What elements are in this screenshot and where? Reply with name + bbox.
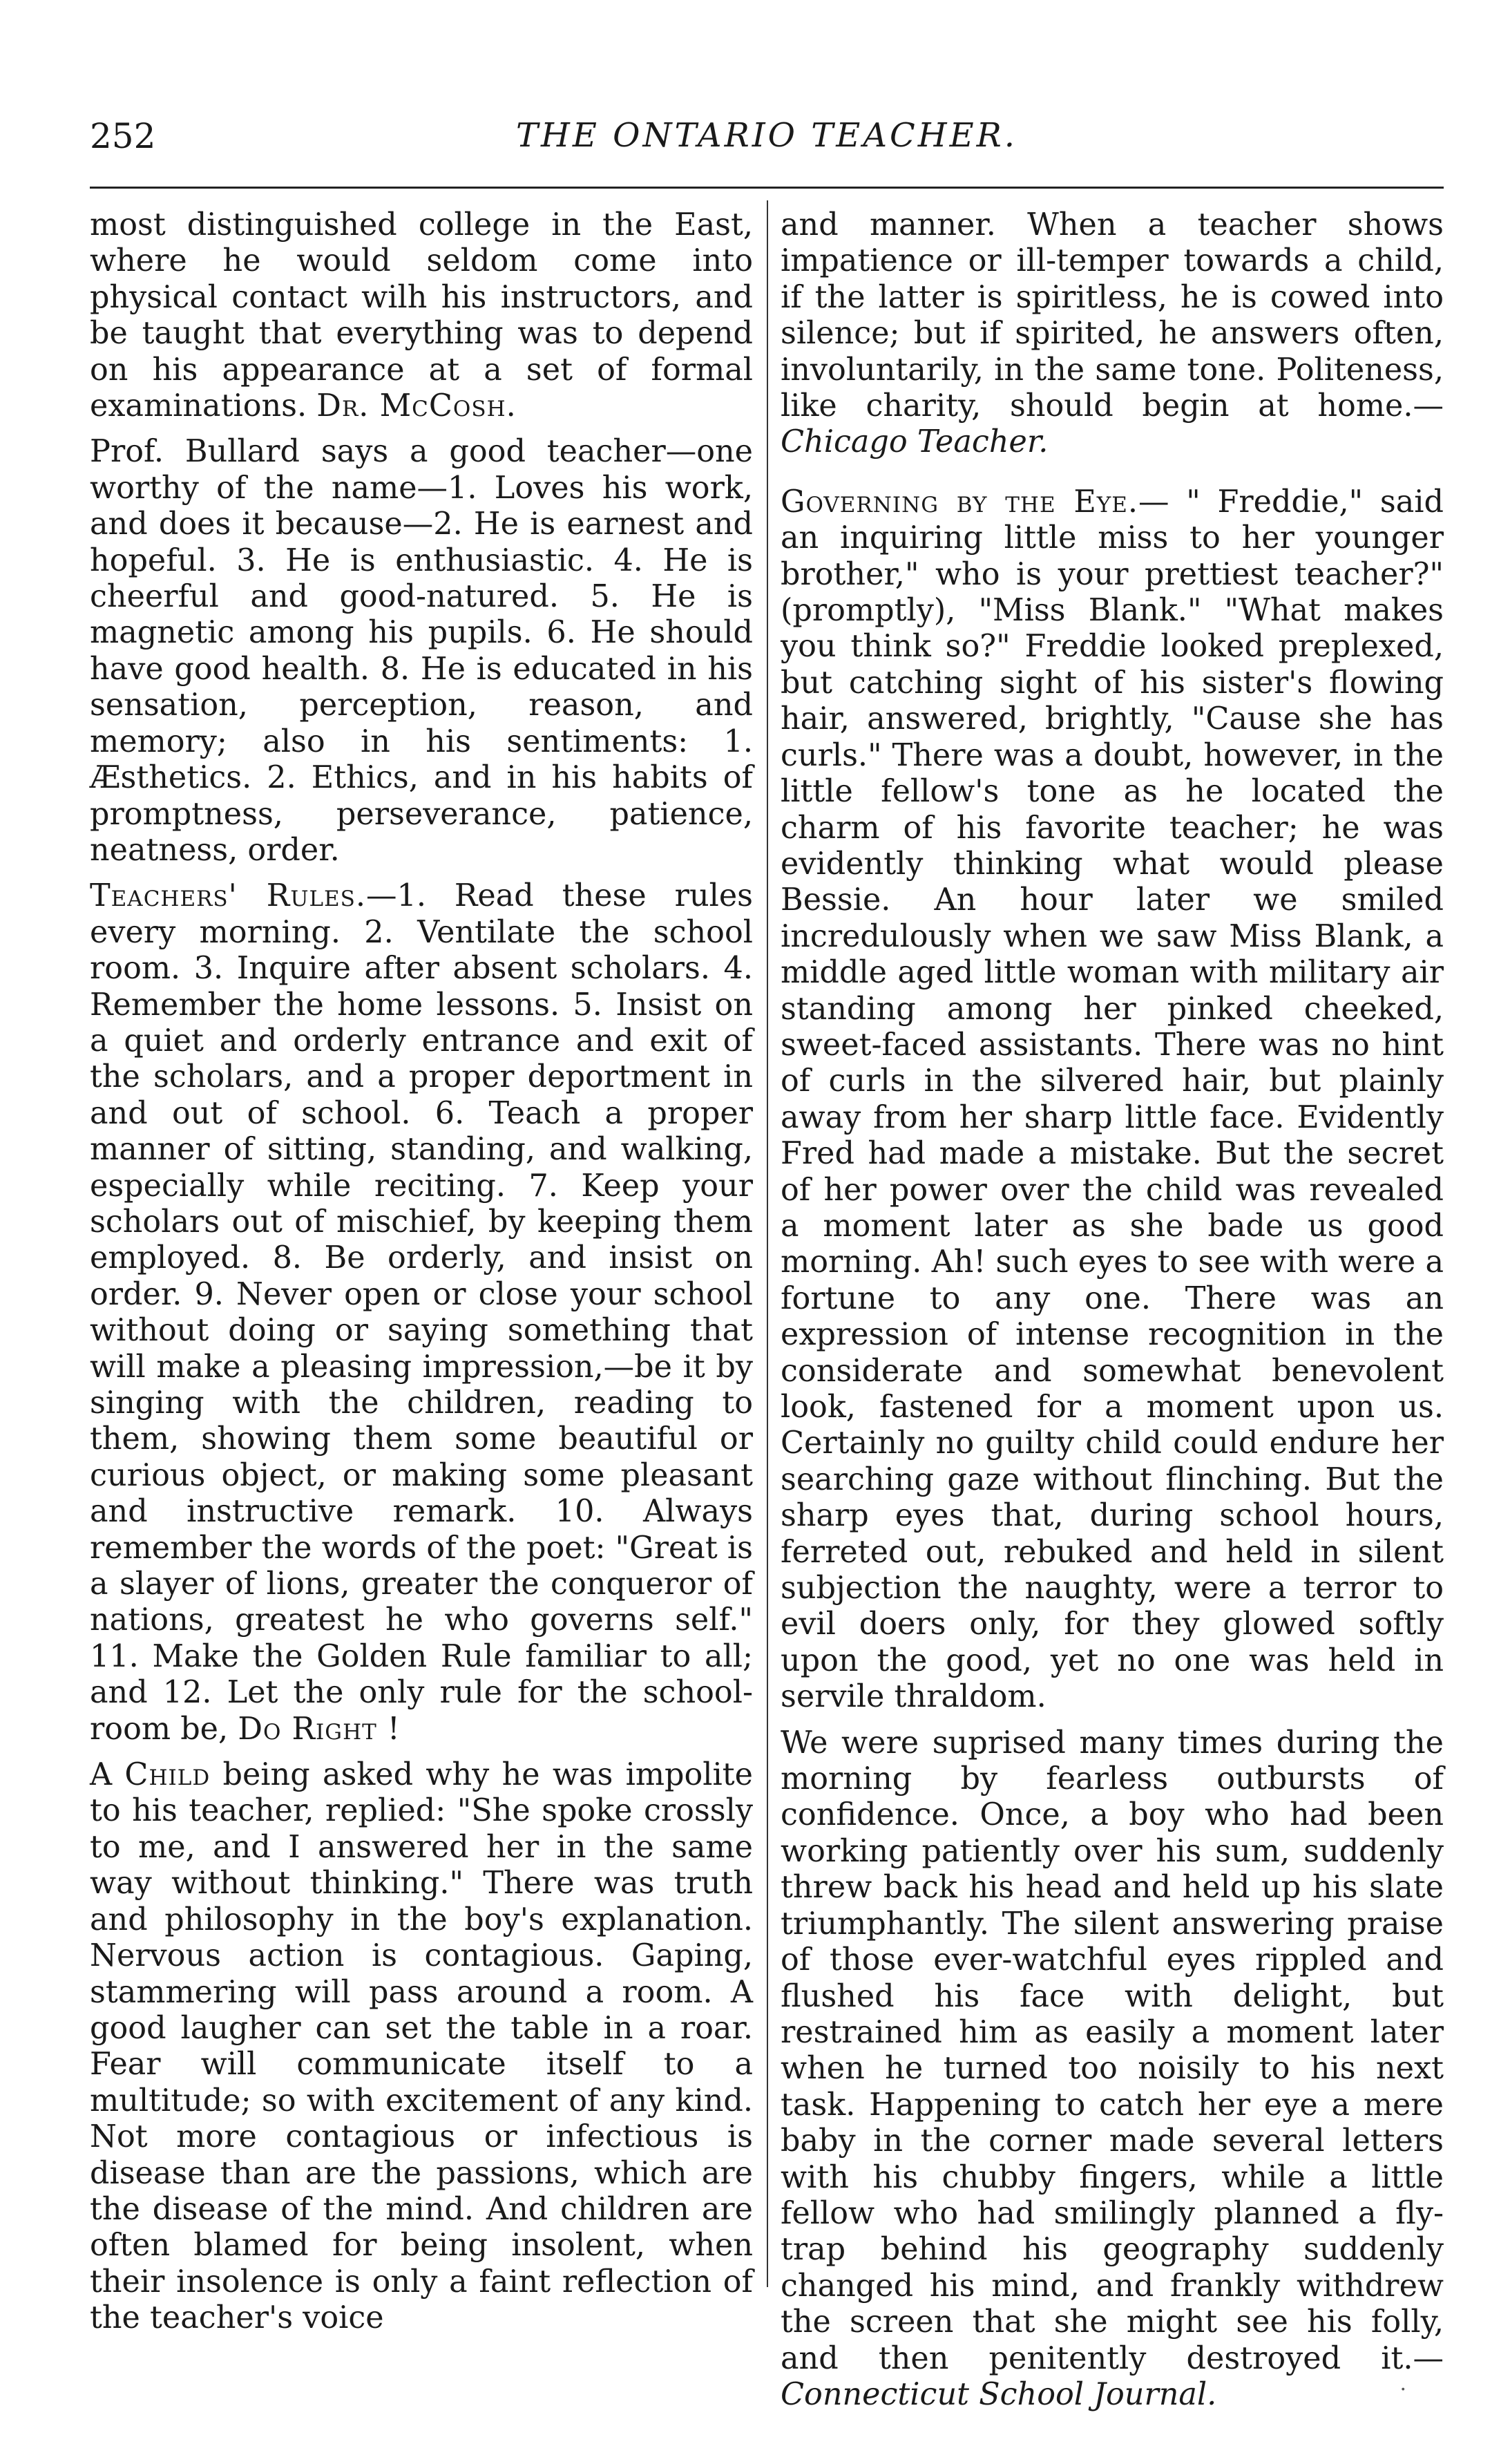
paragraph-teachers-rules — [90, 878, 753, 1747]
running-title: THE ONTARIO TEACHER. — [515, 116, 1018, 155]
paragraph-text: Prof. Bullard says a good teacher—one worthy of the name—1. Loves his work, and does it because—2. He is earnest and hopeful. 3. He is enthusiastic. 4. He is cheerful and good-natured. 5. He is magnetic among his pupils. 6. He should have good health. 8. He is educated in his sensation, perception, reason, and memory; also in his sentiments: 1. Æsthetics. 2. Ethics, and in his habits of promptness, perseverance, patience, neatness, order. — [90, 434, 753, 868]
section-lead: Teachers' Rules. — [90, 878, 367, 914]
paragraph-governing-eye — [781, 484, 1444, 1716]
column-divider — [767, 200, 768, 2287]
paragraph-bullard — [90, 434, 753, 869]
section-lead: Child — [124, 1757, 211, 1793]
header-rule — [90, 187, 1444, 189]
paragraph-text: being asked why he was impolite to his teacher, replied: "She spoke crossly to me, and I answered her in the same way without thinking." There was truth and philosophy in the boy's explanation. Nervous action is contagious. Gaping, stammering will pass around a room. A good laugher can set the table in a roar. Fear will communicate itself to a multitude; so with excitement of any kind. Not more contagious or infectious is disease than are the passions, which are the disease of the mind. And children are often blamed for being insolent, when their insolence is only a faint reflection of the teacher's voice — [90, 1757, 753, 2336]
paragraph-mccosh — [90, 207, 753, 424]
page-header — [90, 116, 1444, 171]
paragraph-child — [90, 1757, 753, 2337]
left-column — [90, 207, 753, 2347]
source-citation: Chicago Teacher. — [781, 424, 1049, 460]
paragraph-text: — " Freddie," said an inquiring little miss to her younger brother," who is your prettiest teacher?" (promptly), "Miss Blank." "What makes you think so?" Freddie looked preplexed, but catching sight of his sister's flowing hair, answered, brightly, "Cause she has curls." There was a doubt, however, in the little fellow's tone as he located the charm of his favorite teacher; he was evidently thinking what would please Bessie. An hour later we smiled incredulously when we saw Miss Blank, a middle aged little woman with military air standing among her pinked cheeked, sweet-faced assistants. There was no hint of curls in the silvered hair, but plainly away from her sharp little face. Evidently Fred had made a mistake. But the secret of her power over the child was revealed a moment later as she bade us good morning. Ah! such eyes to see with were a fortune to any one. There was an expression of intense recognition in the considerate and somewhat benevolent look, fastened for a moment upon us. Certainly no guilty child could endure her searching gaze without flinching. But the sharp eyes that, during school hours, ferreted out, rebuked and held in silent subjection the naughty, were a terror to evil doers only, for they glowed softly upon the good, yet no one was held in servile thraldom. — [781, 484, 1444, 1715]
page-number: 252 — [90, 116, 156, 156]
section-lead-article: A — [90, 1757, 125, 1793]
paragraph-text: most distinguished college in the East, where he would seldom come into physical contact wilh his instructors, and be taught that everything was to depend on his appearance at a set of formal examinations. — [90, 207, 753, 424]
paragraph-text: We were suprised many times during the morning by fearless outbursts of confidence. Once, a boy who had been working patiently over his sum, suddenly threw back his head and held up his slate triumphantly. The silent answering praise of those ever-watchful eyes rippled and flushed his face with delight, but restrained him as easily a moment later when he turned too noisily to his next task. Happening to catch her eye a mere baby in the corner made several letters with his chubby fingers, while a little fellow who had smilingly planned a fly-trap behind his geography suddenly changed his mind, and frankly withdrew the screen that she might see his folly, and then penitently destroyed it.— — [781, 1725, 1444, 2376]
paragraph-surprised — [781, 1725, 1444, 2414]
author-signature: Dr. McCosh. — [316, 388, 517, 424]
paragraph-text: —1. Read these rules every morning. 2. Ventilate the school room. 3. Inquire after absent scholars. 4. Remember the home lessons. 5. Insist on a quiet and orderly entrance and exit of the scholars, and a proper deportment in and out of school. 6. Teach a proper manner of sitting, standing, and walking, especially while reciting. 7. Keep your scholars out of mischief, by keeping them employed. 8. Be orderly, and insist on order. 9. Never open or close your school without doing or saying something that will make a pleasing impression,—be it by singing with the children, reading to them, showing them some beautiful or curious object, or making some pleasant and instructive remark. 10. Always remember the words of the poet: "Great is a slayer of lions, greater the conqueror of nations, greatest he who governs self." 11. Make the Golden Rule familiar to all; and 12. Let the only rule for the school-room be, — [90, 878, 754, 1747]
emphasis-end: Do Right ! — [238, 1711, 401, 1747]
paragraph-manner — [781, 207, 1444, 461]
right-column — [781, 207, 1444, 2423]
page-speck: · — [1399, 2378, 1406, 2402]
section-lead: Governing by the Eye. — [781, 484, 1139, 520]
paragraph-text: and manner. When a teacher shows impatience or ill-temper towards a child, if the latter is spiritless, he is cowed into silence; but if spirited, he answers often, involuntarily, in the same tone. Politeness, like charity, should begin at home.— — [781, 207, 1444, 424]
source-citation: Connecticut School Journal. — [781, 2376, 1217, 2412]
